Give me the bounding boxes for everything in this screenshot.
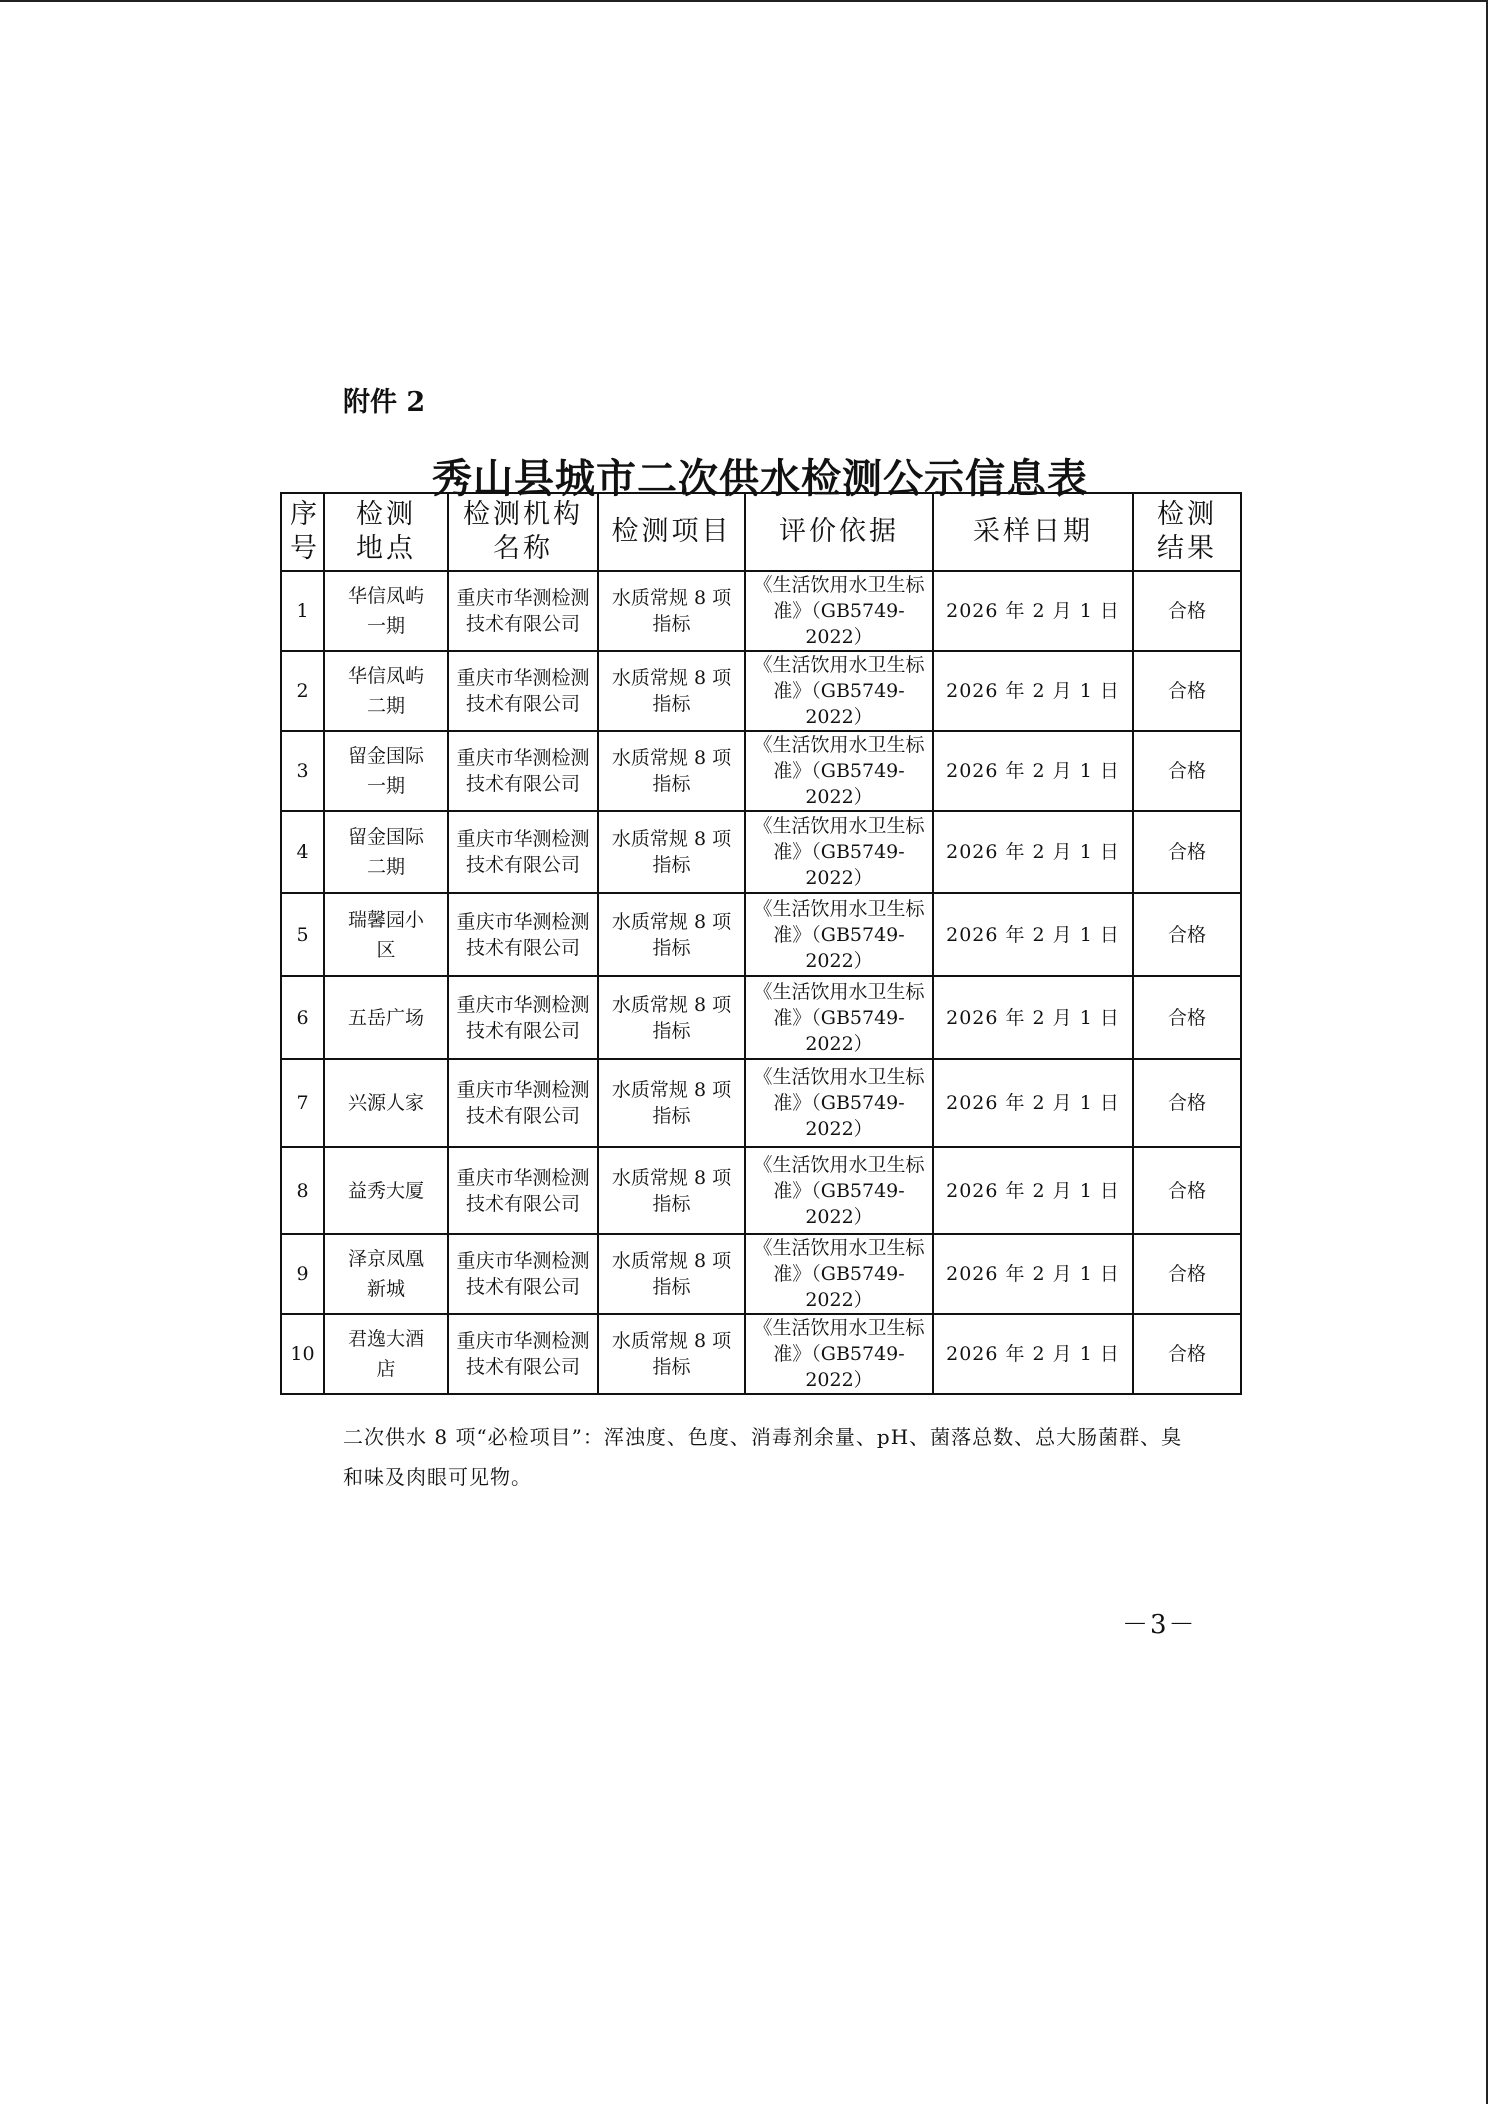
- cell-location: 留金国际二期: [324, 811, 448, 893]
- cell-seq: 1: [281, 571, 324, 651]
- cell-org: 重庆市华测检测技术有限公司: [448, 893, 598, 976]
- cell-result: 合格: [1133, 571, 1241, 651]
- cell-item: 水质常规 8 项指标: [598, 976, 745, 1059]
- cell-item: 水质常规 8 项指标: [598, 893, 745, 976]
- cell-result: 合格: [1133, 1059, 1241, 1147]
- cell-item: 水质常规 8 项指标: [598, 1314, 745, 1394]
- table-row: [281, 1059, 1241, 1147]
- cell-date: 2026 年 2 月 1 日: [933, 731, 1133, 811]
- cell-basis: 《生活饮用水卫生标准》（GB5749-2022）: [745, 1059, 933, 1147]
- cell-result: 合格: [1133, 1234, 1241, 1314]
- header-org: 检测机构名称: [448, 493, 598, 571]
- cell-item: 水质常规 8 项指标: [598, 731, 745, 811]
- cell-seq: 8: [281, 1147, 324, 1234]
- cell-date: 2026 年 2 月 1 日: [933, 893, 1133, 976]
- cell-item: 水质常规 8 项指标: [598, 1147, 745, 1234]
- page-title: 秀山县城市二次供水检测公示信息表: [432, 455, 1088, 502]
- cell-org: 重庆市华测检测技术有限公司: [448, 1059, 598, 1147]
- cell-item: 水质常规 8 项指标: [598, 1234, 745, 1314]
- cell-result: 合格: [1133, 976, 1241, 1059]
- cell-org: 重庆市华测检测技术有限公司: [448, 1234, 598, 1314]
- page-number: －3－: [1122, 1610, 1197, 1640]
- cell-result: 合格: [1133, 651, 1241, 731]
- cell-seq: 4: [281, 811, 324, 893]
- cell-seq: 6: [281, 976, 324, 1059]
- cell-basis: 《生活饮用水卫生标准》（GB5749-2022）: [745, 571, 933, 651]
- cell-location: 泽京凤凰新城: [324, 1234, 448, 1314]
- header-basis: 评价依据: [745, 493, 933, 571]
- cell-location: 瑞馨园小区: [324, 893, 448, 976]
- cell-item: 水质常规 8 项指标: [598, 571, 745, 651]
- table-row: [281, 731, 1241, 811]
- table-row: [281, 976, 1241, 1059]
- cell-org: 重庆市华测检测技术有限公司: [448, 811, 598, 893]
- cell-item: 水质常规 8 项指标: [598, 811, 745, 893]
- cell-org: 重庆市华测检测技术有限公司: [448, 571, 598, 651]
- cell-basis: 《生活饮用水卫生标准》（GB5749-2022）: [745, 731, 933, 811]
- cell-org: 重庆市华测检测技术有限公司: [448, 731, 598, 811]
- cell-org: 重庆市华测检测技术有限公司: [448, 1314, 598, 1394]
- inspection-table: [280, 492, 1242, 1395]
- cell-basis: 《生活饮用水卫生标准》（GB5749-2022）: [745, 1234, 933, 1314]
- header-location: 检测地点: [324, 493, 448, 571]
- table-row: [281, 811, 1241, 893]
- header-date: 采样日期: [933, 493, 1133, 571]
- cell-result: 合格: [1133, 1147, 1241, 1234]
- cell-location: 五岳广场: [324, 976, 448, 1059]
- cell-date: 2026 年 2 月 1 日: [933, 651, 1133, 731]
- cell-item: 水质常规 8 项指标: [598, 1059, 745, 1147]
- cell-basis: 《生活饮用水卫生标准》（GB5749-2022）: [745, 1147, 933, 1234]
- header-result: 检测结果: [1133, 493, 1241, 571]
- cell-date: 2026 年 2 月 1 日: [933, 1234, 1133, 1314]
- cell-location: 华信凤屿一期: [324, 571, 448, 651]
- cell-date: 2026 年 2 月 1 日: [933, 976, 1133, 1059]
- cell-date: 2026 年 2 月 1 日: [933, 1059, 1133, 1147]
- cell-location: 益秀大厦: [324, 1147, 448, 1234]
- cell-date: 2026 年 2 月 1 日: [933, 1314, 1133, 1394]
- header-item: 检测项目: [598, 493, 745, 571]
- cell-seq: 5: [281, 893, 324, 976]
- cell-result: 合格: [1133, 893, 1241, 976]
- cell-basis: 《生活饮用水卫生标准》（GB5749-2022）: [745, 1314, 933, 1394]
- table-header-row: [281, 493, 1241, 571]
- cell-org: 重庆市华测检测技术有限公司: [448, 651, 598, 731]
- table-row: [281, 571, 1241, 651]
- cell-location: 留金国际一期: [324, 731, 448, 811]
- cell-date: 2026 年 2 月 1 日: [933, 1147, 1133, 1234]
- footnote: 二次供水 8 项“必检项目”：浑浊度、色度、消毒剂余量、pH、菌落总数、总大肠菌群、臭和味及肉眼可见物。: [343, 1425, 1183, 1489]
- cell-org: 重庆市华测检测技术有限公司: [448, 1147, 598, 1234]
- cell-seq: 10: [281, 1314, 324, 1394]
- table-row: [281, 651, 1241, 731]
- cell-result: 合格: [1133, 1314, 1241, 1394]
- table-row: [281, 1314, 1241, 1394]
- cell-result: 合格: [1133, 811, 1241, 893]
- cell-basis: 《生活饮用水卫生标准》（GB5749-2022）: [745, 893, 933, 976]
- table-row: [281, 1147, 1241, 1234]
- cell-seq: 3: [281, 731, 324, 811]
- cell-location: 君逸大酒店: [324, 1314, 448, 1394]
- cell-item: 水质常规 8 项指标: [598, 651, 745, 731]
- cell-basis: 《生活饮用水卫生标准》（GB5749-2022）: [745, 811, 933, 893]
- cell-basis: 《生活饮用水卫生标准》（GB5749-2022）: [745, 976, 933, 1059]
- cell-seq: 7: [281, 1059, 324, 1147]
- cell-result: 合格: [1133, 731, 1241, 811]
- attachment-label: 附件 2: [343, 387, 426, 418]
- table-row: [281, 1234, 1241, 1314]
- cell-location: 兴源人家: [324, 1059, 448, 1147]
- cell-org: 重庆市华测检测技术有限公司: [448, 976, 598, 1059]
- cell-basis: 《生活饮用水卫生标准》（GB5749-2022）: [745, 651, 933, 731]
- table-row: [281, 893, 1241, 976]
- page-edge-top: [0, 0, 1488, 2]
- cell-date: 2026 年 2 月 1 日: [933, 571, 1133, 651]
- cell-seq: 9: [281, 1234, 324, 1314]
- cell-location: 华信凤屿二期: [324, 651, 448, 731]
- header-seq: 序号: [281, 493, 324, 571]
- cell-date: 2026 年 2 月 1 日: [933, 811, 1133, 893]
- cell-seq: 2: [281, 651, 324, 731]
